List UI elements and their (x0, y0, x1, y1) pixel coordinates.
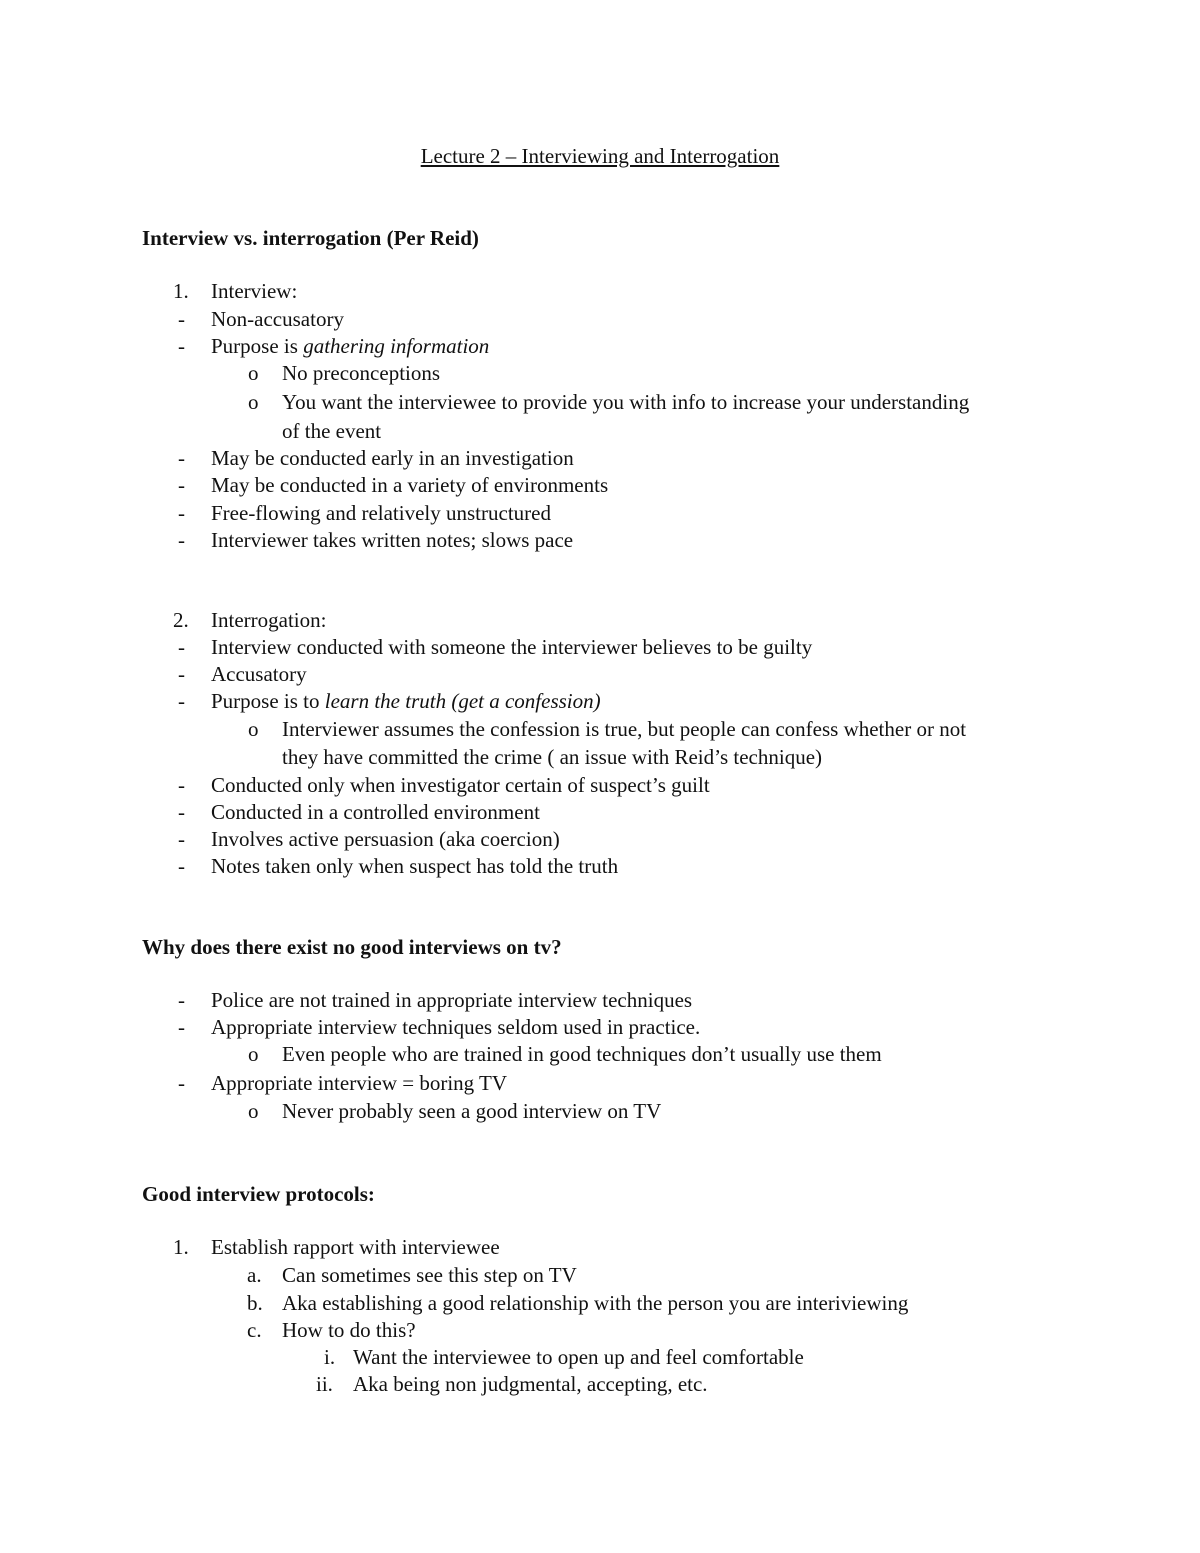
bullet-item: Interviewer takes written notes; slows pace (211, 528, 574, 552)
dash-marker: - (178, 800, 185, 824)
bullet-item: Appropriate interview techniques seldom used in practice. (211, 1015, 701, 1039)
bullet-item: May be conducted in a variety of environments (211, 473, 609, 497)
bullet-item: Appropriate interview = boring TV (211, 1071, 508, 1095)
bullet-text: Purpose is to (211, 689, 325, 713)
roman-marker: i. (324, 1345, 336, 1369)
dash-marker: - (178, 501, 185, 525)
bullet-item: Non-accusatory (211, 307, 344, 331)
list-item-establish-rapport: Establish rapport with interviewee (211, 1235, 500, 1259)
section-heading-interview-vs-interrogation: Interview vs. interrogation (Per Reid) (142, 226, 479, 250)
letter-marker: c. (247, 1318, 262, 1342)
bullet-item: Notes taken only when suspect has told the truth (211, 854, 619, 878)
letter-marker: a. (247, 1263, 262, 1287)
section-heading-why-no-good-interviews: Why does there exist no good interviews on tv? (142, 935, 562, 959)
bullet-item: Interview conducted with someone the interviewer believes to be guilty (211, 635, 813, 659)
sub-list-item: Can sometimes see this step on TV (282, 1263, 577, 1287)
bullet-item (211, 333, 489, 360)
sub-bullet-item: Even people who are trained in good techniques don’t usually use them (282, 1042, 882, 1066)
dash-marker: - (178, 635, 185, 659)
bullet-item: May be conducted early in an investigation (211, 446, 574, 470)
dash-marker: - (178, 662, 185, 686)
sub-bullet-item: You want the interviewee to provide you with info to increase your understanding (282, 390, 970, 414)
list-number: 1. (173, 279, 189, 303)
dash-marker: - (178, 307, 185, 331)
bullet-item (211, 688, 601, 715)
sub-sub-list-item: Aka being non judgmental, accepting, etc. (353, 1372, 708, 1396)
list-number: 2. (173, 608, 189, 632)
dash-marker: - (178, 446, 185, 470)
circle-marker: o (248, 1099, 259, 1123)
sub-bullet-item-continuation: they have committed the crime ( an issue with Reid’s technique) (282, 745, 823, 769)
bullet-item: Free-flowing and relatively unstructured (211, 501, 551, 525)
dash-marker: - (178, 1071, 185, 1095)
list-number: 1. (173, 1235, 189, 1259)
dash-marker: - (178, 827, 185, 851)
circle-marker: o (248, 717, 259, 741)
dash-marker: - (178, 1015, 185, 1039)
circle-marker: o (248, 1042, 259, 1066)
section-heading-good-interview-protocols: Good interview protocols: (142, 1182, 375, 1206)
bullet-item: Police are not trained in appropriate interview techniques (211, 988, 693, 1012)
list-item-interrogation: Interrogation: (211, 608, 327, 632)
dash-marker: - (178, 689, 185, 713)
dash-marker: - (178, 773, 185, 797)
bullet-item: Involves active persuasion (aka coercion) (211, 827, 560, 851)
bullet-item: Conducted only when investigator certain of suspect’s guilt (211, 773, 710, 797)
list-item-interview: Interview: (211, 279, 298, 303)
dash-marker: - (178, 854, 185, 878)
bullet-item: Accusatory (211, 662, 307, 686)
bullet-italic-text: learn the truth (get a confession) (324, 689, 601, 713)
dash-marker: - (178, 528, 185, 552)
bullet-text: Purpose is (211, 334, 304, 358)
bullet-item: Conducted in a controlled environment (211, 800, 540, 824)
sub-bullet-item: Interviewer assumes the confession is true, but people can confess whether or not (282, 717, 967, 741)
circle-marker: o (248, 361, 259, 385)
sub-bullet-item: Never probably seen a good interview on TV (282, 1099, 662, 1123)
document-title: Lecture 2 – Interviewing and Interrogation (420, 144, 780, 168)
sub-list-item: Aka establishing a good relationship with the person you are interiviewing (282, 1291, 909, 1315)
sub-bullet-item-continuation: of the event (282, 419, 382, 443)
dash-marker: - (178, 988, 185, 1012)
dash-marker: - (178, 334, 185, 358)
circle-marker: o (248, 390, 259, 414)
letter-marker: b. (247, 1291, 263, 1315)
sub-list-item: How to do this? (282, 1318, 416, 1342)
sub-bullet-item: No preconceptions (282, 361, 441, 385)
roman-marker: ii. (316, 1372, 333, 1396)
dash-marker: - (178, 473, 185, 497)
bullet-italic-text: gathering information (303, 334, 490, 358)
sub-sub-list-item: Want the interviewee to open up and feel comfortable (353, 1345, 804, 1369)
